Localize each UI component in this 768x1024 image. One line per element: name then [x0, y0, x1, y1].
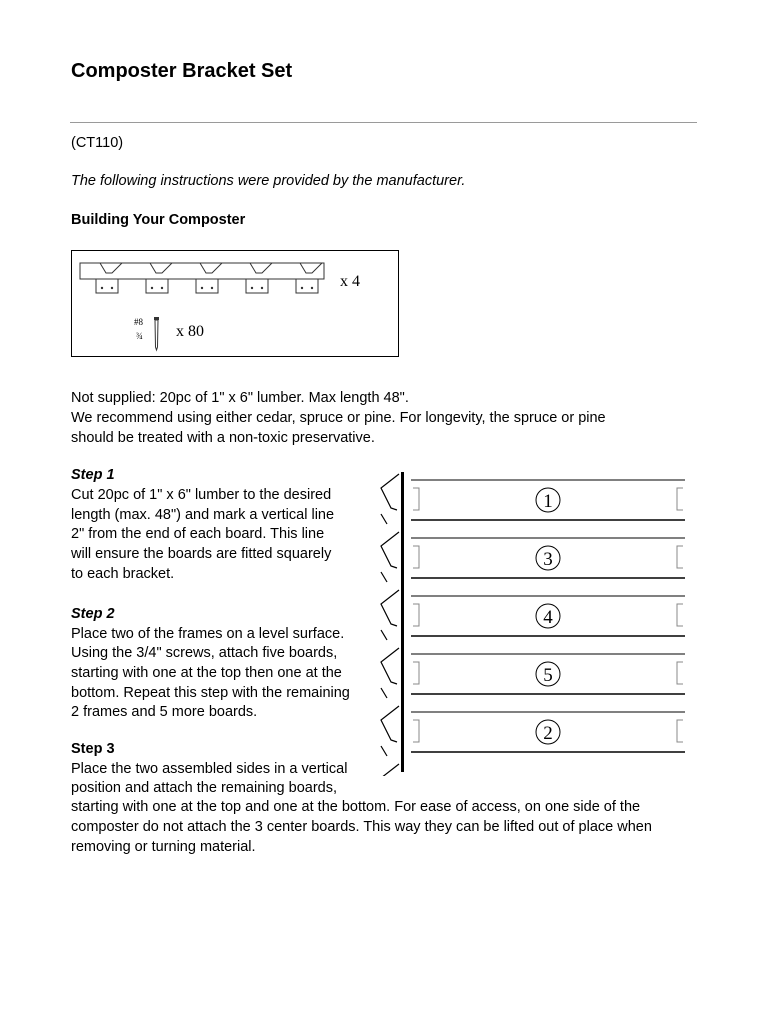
- bracket-hook: [381, 706, 399, 756]
- board-clip: [413, 662, 419, 684]
- board-clip: [413, 488, 419, 510]
- step-3-heading: Step 3: [71, 741, 115, 757]
- step-2-line: starting with one at the top then one at the: [71, 665, 342, 681]
- not-supplied-line-3: should be treated with a non-toxic preservative.: [71, 430, 375, 446]
- screw-size-label: #8: [134, 317, 143, 327]
- bracket-hook: [381, 590, 399, 640]
- step-2-line: 2 frames and 5 more boards.: [71, 704, 258, 720]
- step-2-line: bottom. Repeat this step with the remaining: [71, 685, 350, 701]
- step-2-line: Place two of the frames on a level surface.: [71, 626, 345, 642]
- board-clip: [677, 720, 683, 742]
- screw-quantity: x 80: [176, 323, 204, 340]
- board-clip: [677, 488, 683, 510]
- board-number: 2: [543, 723, 553, 744]
- bracket-hook: [381, 474, 399, 524]
- not-supplied-line-1: Not supplied: 20pc of 1" x 6" lumber. Max length 48".: [71, 390, 409, 406]
- bracket-rail: [401, 472, 404, 772]
- screw-icon: [154, 317, 159, 350]
- step-1-line: 2" from the end of each board. This line: [71, 526, 325, 542]
- not-supplied-line-2: We recommend using either cedar, spruce or pine. For longevity, the spruce or pine: [71, 410, 606, 426]
- step-3-line: removing or turning material.: [71, 839, 256, 855]
- board-group: [411, 480, 685, 752]
- step-1-line: length (max. 48") and mark a vertical line: [71, 507, 335, 523]
- title-divider: [70, 122, 697, 123]
- board: [411, 596, 685, 636]
- bracket-hook: [381, 648, 399, 698]
- intro-text: The following instructions were provided by the manufacturer.: [71, 173, 466, 189]
- step-1-heading: Step 1: [71, 467, 115, 483]
- board-number: 4: [543, 607, 553, 628]
- product-code: (CT110): [71, 135, 124, 151]
- screw-length-label: ¾: [136, 331, 143, 341]
- step-1-line: to each bracket.: [71, 566, 175, 582]
- board-clip: [413, 604, 419, 626]
- parts-illustration: [71, 250, 399, 357]
- board-number: 3: [543, 549, 553, 570]
- board: [411, 480, 685, 520]
- page-title: Composter Bracket Set: [71, 60, 293, 82]
- step-3-line: composter do not attach the 3 center boards. This way they can be lifted out of place when: [71, 819, 652, 835]
- bracket-hooks: [381, 474, 399, 776]
- board-clip: [413, 546, 419, 568]
- step-3-line: position and attach the remaining boards,: [71, 780, 338, 796]
- section-heading: Building Your Composter: [71, 212, 246, 228]
- board-clip: [677, 604, 683, 626]
- bracket-hook: [381, 532, 399, 582]
- board-clip: [677, 546, 683, 568]
- step-1-line: will ensure the boards are fitted squarely: [71, 546, 332, 562]
- step-3-line: Place the two assembled sides in a vertical: [71, 761, 348, 777]
- board-clip: [677, 662, 683, 684]
- board-number: 5: [543, 665, 553, 686]
- step-2-heading: Step 2: [71, 606, 115, 622]
- bracket-hook: [381, 764, 399, 776]
- board: [411, 712, 685, 752]
- bracket-quantity: x 4: [340, 273, 360, 290]
- board-assembly-diagram: [373, 466, 693, 776]
- step-3-line: starting with one at the top and one at the bottom. For ease of access, on one side of the: [71, 799, 641, 815]
- step-1-line: Cut 20pc of 1" x 6" lumber to the desired: [71, 487, 332, 503]
- bracket-and-screw-drawing: [72, 251, 400, 358]
- board-number: 1: [543, 491, 553, 512]
- board: [411, 654, 685, 694]
- board-clip: [413, 720, 419, 742]
- step-2-line: Using the 3/4" screws, attach five boards,: [71, 645, 338, 661]
- board: [411, 538, 685, 578]
